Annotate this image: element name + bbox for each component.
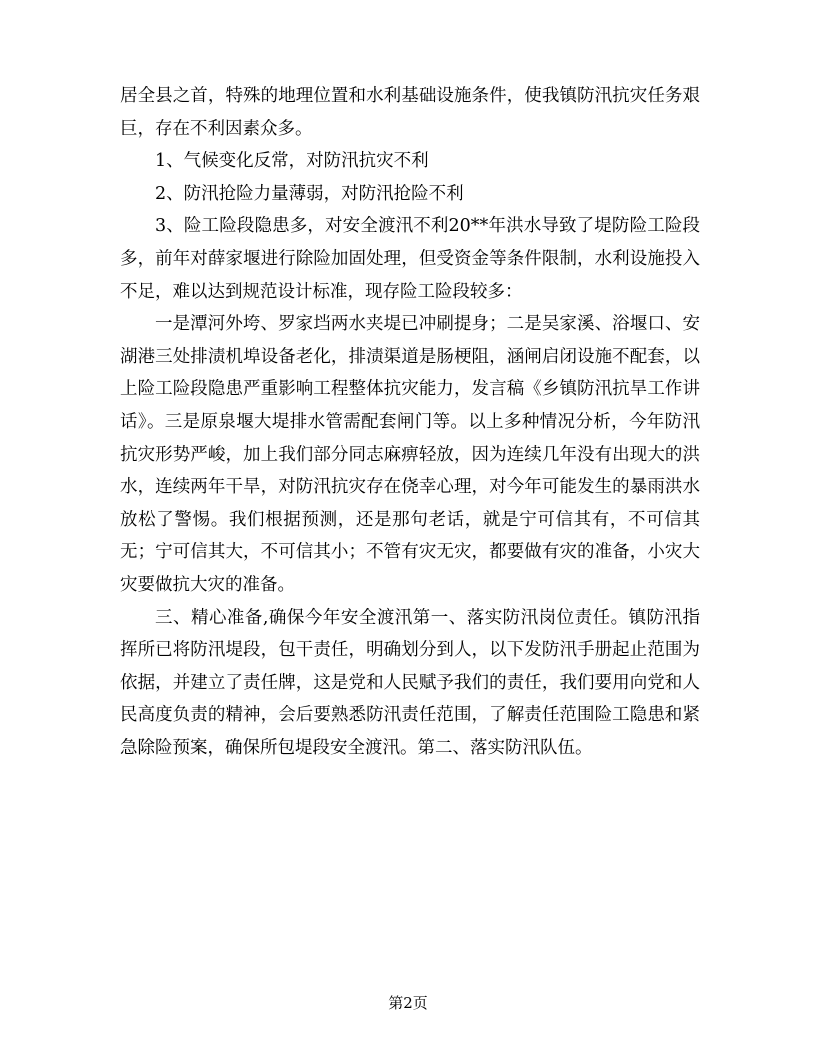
document-body [120,80,700,764]
paragraph-5: 一是潭河外垮、罗家垱两水夹堤已冲刷提身；二是吴家溪、浴堰口、安湖港三处排渍机埠设备老化，排渍渠道是肠梗阻，涵闸启闭设施不配套，以上险工险段隐患严重影响工程整体抗灾能力，发言稿《乡镇防汛抗旱工作讲话》。三是原泉堰大堤排水管需配套闸门等。以上多种情况分析，今年防汛抗灾形势严峻，加上我们部分同志麻痹轻放，因为连续几年没有出现大的洪水，连续两年干旱，对防汛抗灾存在侥幸心理，对今年可能发生的暴雨洪水放松了警惕。我们根据预测，还是那句老话，就是宁可信其有，不可信其无；宁可信其大，不可信其小；不管有灾无灾，都要做有灾的准备，小灾大灾要做抗大灾的准备。 [120,314,700,595]
paragraph-3: 2、防汛抢险力量薄弱，对防汛抢险不利 [155,183,464,204]
paragraph-4: 3、险工险段隐患多，对安全渡汛不利20**年洪水导致了堤防险工险段多，前年对薛家堰进行除险加固处理，但受资金等条件限制，水利设施投入不足，难以达到规范设计标准，现存险工险段较多： [120,216,700,302]
paragraph-1: 居全县之首，特殊的地理位置和水利基础设施条件，使我镇防汛抗灾任务艰巨，存在不利因素众多。 [120,86,700,139]
page-number: 第2页 [388,994,428,1012]
paragraph-6: 三、精心准备,确保今年安全渡汛第一、落实防汛岗位责任。镇防汛指挥所已将防汛堤段，包干责任，明确划分到人，以下发防汛手册起止范围为依据，并建立了责任牌，这是党和人民赋予我们的责任，我们要用向党和人民高度负责的精神，会后要熟悉防汛责任范围，了解责任范围险工隐患和紧急除险预案，确保所包堤段安全渡汛。第二、落实防汛队伍。 [120,607,700,758]
paragraph-2: 1、气候变化反常，对防汛抗灾不利 [155,151,429,172]
